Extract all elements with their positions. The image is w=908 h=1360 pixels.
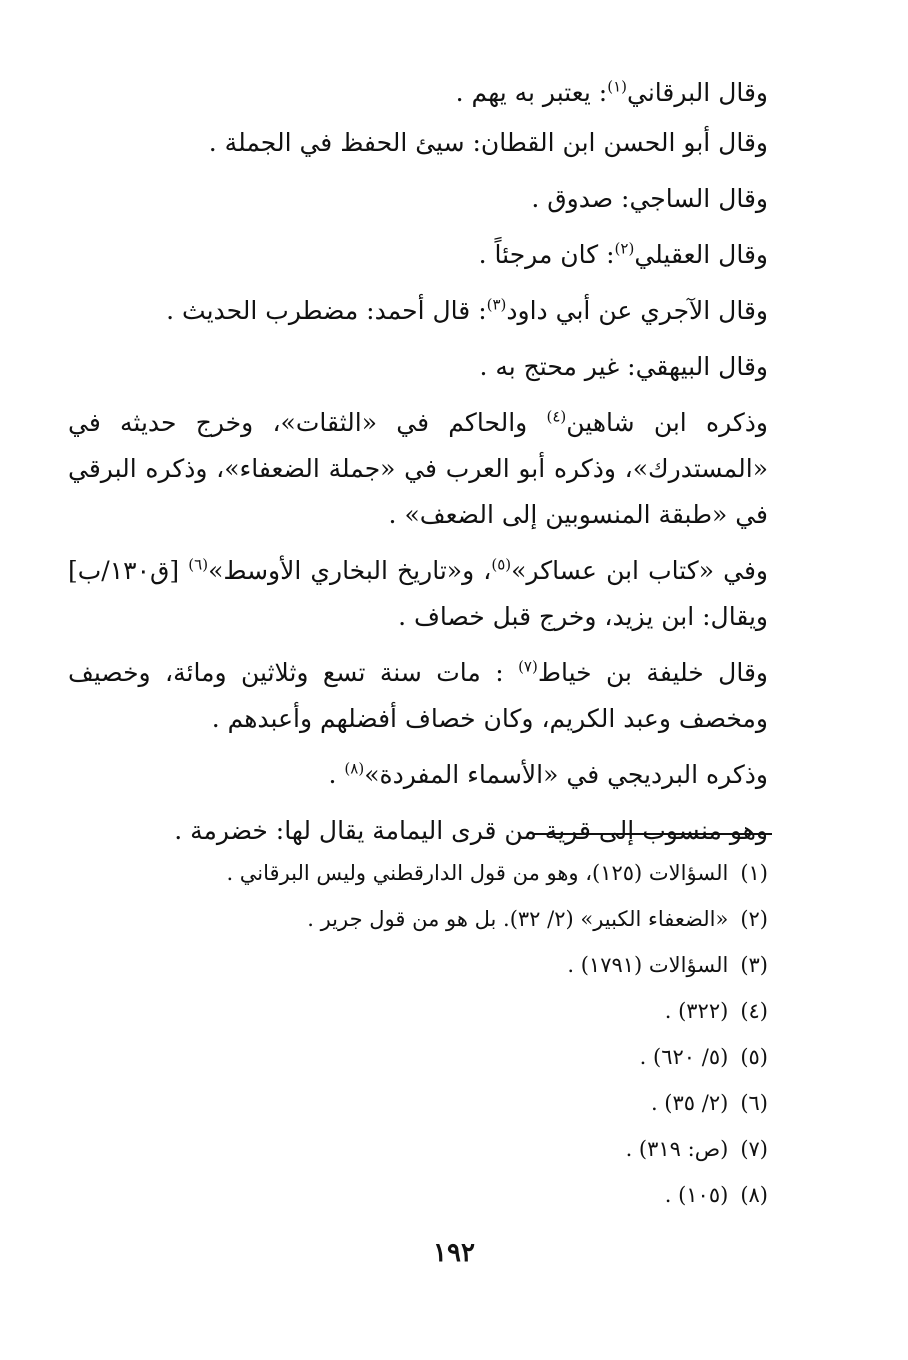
footnote-5 xyxy=(68,1034,768,1080)
footnote-text: (٥/ ٦٢٠) . xyxy=(639,1045,729,1069)
footnote-3 xyxy=(68,942,768,988)
paragraph-7: وذكره ابن شاهين$^{(٤)}$ والحاكم في «الثقات»، وخرج حديثه في «المستدرك»، وذكره أبو العرب في «جملة الضعفاء»، وذكره البرقي في «طبقة المنسوبين إلى الضعف» . xyxy=(68,407,768,529)
footnote-number: (٧) xyxy=(740,1137,768,1161)
footnote-ref-2: (٢) xyxy=(614,239,635,258)
footnote-number: (٣) xyxy=(740,953,768,977)
footnote-text: السؤالات (١٧٩١) . xyxy=(567,953,729,977)
paragraph-6: وقال البيهقي: غير محتج به . xyxy=(479,352,768,381)
paragraph-3: وقال الساجي: صدوق . xyxy=(531,184,768,213)
footnote-6 xyxy=(68,1080,768,1126)
footnote-ref-5: (٥) xyxy=(491,555,512,574)
footnote-text: «الضعفاء الكبير» (٢/ ٣٢). بل هو من قول جرير . xyxy=(307,907,729,931)
main-text xyxy=(68,70,768,864)
paragraph-1: وقال البرقاني$^{(١)}$: يعتبر به يهم . xyxy=(455,77,768,107)
paragraph-10: وذكره البرديجي في «الأسماء المفردة»$^{(٨)}$ . xyxy=(328,759,768,789)
footnote-ref-3: (٣) xyxy=(486,295,507,314)
paragraph-11: وهو منسوب إلى قرية من قرى اليمامة يقال لها: خضرمة . xyxy=(174,816,768,845)
footnote-number: (٢) xyxy=(740,907,768,931)
footnote-text: (ص: ٣١٩) . xyxy=(625,1137,729,1161)
footnote-number: (٥) xyxy=(740,1045,768,1069)
footnote-number: (٨) xyxy=(740,1183,768,1207)
paragraph-8: وفي «كتاب ابن عساكر»$^{(٥)}$، و«تاريخ البخاري الأوسط»$^{(٦)}$ [ق١٣٠/ب] ويقال: ابن يزيد، وخرج قبل خصاف . xyxy=(68,555,768,631)
footnote-7 xyxy=(68,1126,768,1172)
footnotes xyxy=(68,850,768,1218)
footnote-text: (٢/ ٣٥) . xyxy=(650,1091,729,1115)
footnote-text: (١٠٥) . xyxy=(664,1183,729,1207)
footnote-text: السؤالات (١٢٥)، وهو من قول الدارقطني وليس البرقاني . xyxy=(226,861,729,885)
footnote-text: (٣٢٢) . xyxy=(664,999,729,1023)
paragraph-4: وقال العقيلي$^{(٢)}$: كان مرجئاً . xyxy=(478,239,768,269)
footnote-separator xyxy=(534,833,772,835)
footnote-number: (٦) xyxy=(740,1091,768,1115)
footnote-ref-1: (١) xyxy=(607,77,627,96)
page-number: ١٩٢ xyxy=(433,1238,475,1268)
paragraph-2: وقال أبو الحسن ابن القطان: سيئ الحفظ في الجملة . xyxy=(208,128,768,157)
footnote-number: (١) xyxy=(740,861,768,885)
footnote-ref-8: (٨) xyxy=(344,759,365,778)
paragraph-5: وقال الآجري عن أبي داود$^{(٣)}$: قال أحمد: مضطرب الحديث . xyxy=(166,295,768,325)
footnote-1 xyxy=(68,850,768,896)
paragraph-9: وقال خليفة بن خياط$^{(٧)}$ : مات سنة تسع وثلاثين ومائة، وخصيف ومخصف وعبد الكريم، وكان خصاف أفضلهم وأعبدهم . xyxy=(68,657,768,733)
footnote-ref-7: (٧) xyxy=(518,657,538,676)
footnote-4 xyxy=(68,988,768,1034)
footnote-number: (٤) xyxy=(740,999,768,1023)
footnote-ref-4: (٤) xyxy=(546,407,567,426)
footnote-2 xyxy=(68,896,768,942)
footnote-ref-6: (٦) xyxy=(188,555,209,574)
footnote-8 xyxy=(68,1172,768,1218)
